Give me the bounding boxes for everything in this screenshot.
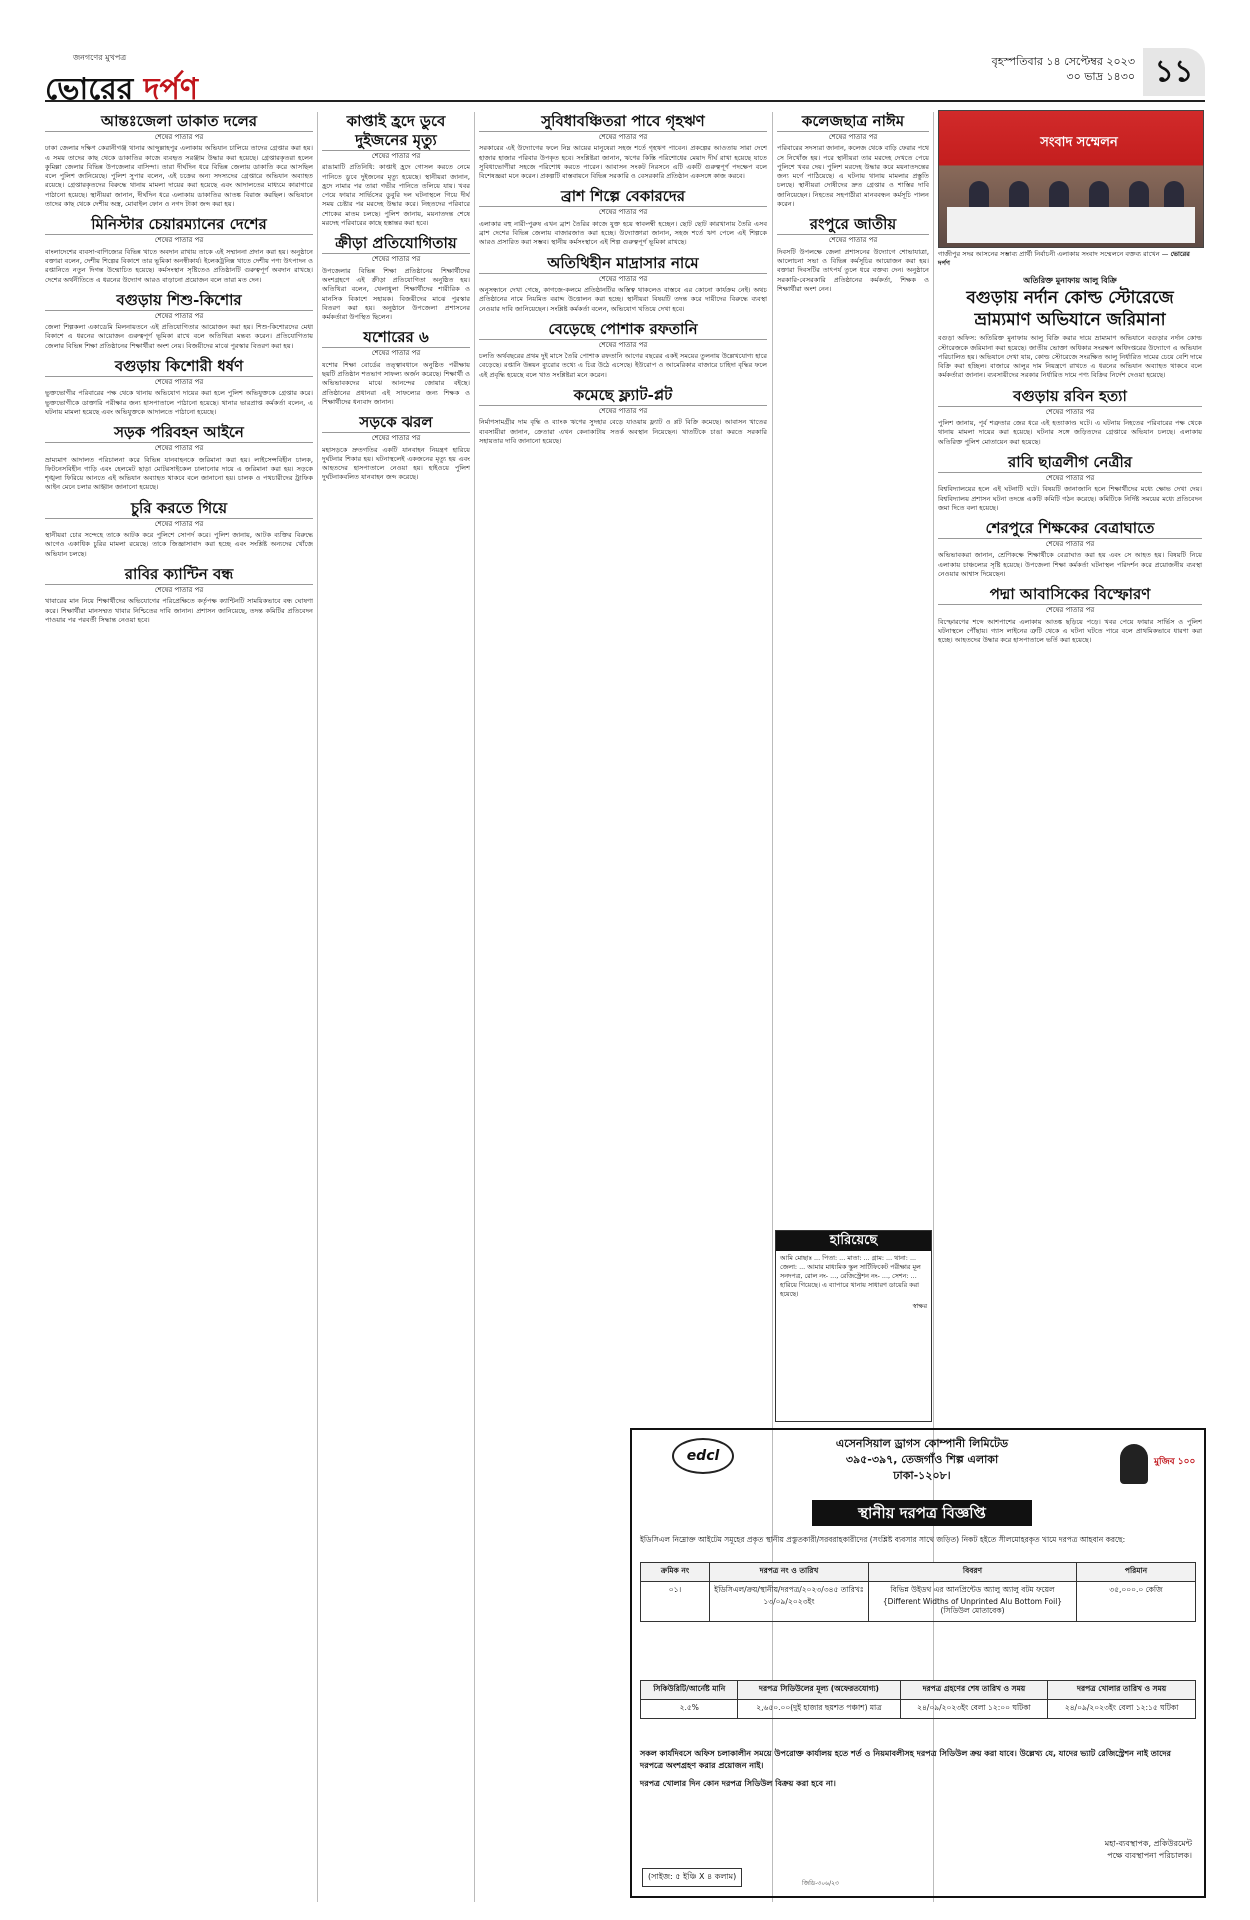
article-body: ভ্রাম্যমাণ আদালত পরিচালনা করে বিভিন্ন যানবাহনকে জরিমানা করা হয়। লাইসেন্সবিহীন চালক, ফিটনেসবিহীন গাড়ি এবং হেলমেট ছাড়া মোটরসাইকেল চালানোর দায়ে এ জরিমানা করা হয়। সড়কে শৃঙ্খলা ফিরিয়ে আনতে এই অভিযান অব্যাহত থাকবে বলে জানানো হয়। চালক ও পথচারীদের ট্রাফিক আইন মেনে চলার আহ্বান জানানো হয়েছে।: [45, 455, 313, 492]
article-body: অভিভাবকরা জানান, শ্রেণিকক্ষে শিক্ষার্থীকে বেত্রাঘাত করা হয় এবং সে আহত হয়। বিষয়টি নিয়ে এলাকায় চাঞ্চল্যের সৃষ্টি হয়েছে। উপজেলা শিক্ষা কর্মকর্তা ঘটনাস্থল পরিদর্শন করে প্রয়োজনীয় ব্যবস্থা নেওয়ার আশ্বাস দিয়েছেন।: [938, 551, 1202, 579]
article-continuation: শেষের পাতার পর: [154, 585, 204, 594]
article-continuation: শেষের পাতার পর: [1045, 606, 1095, 615]
item-description-note: (সিডিউল মোতাবেক): [940, 1606, 1005, 1615]
press-conference-photo: [938, 110, 1204, 248]
article: [479, 386, 767, 446]
table-header: বিবরণ: [869, 1563, 1077, 1582]
article-continuation: শেষের পাতার পর: [598, 133, 648, 141]
tender-intro: ইডিসিএল নিম্নোক্ত আইটেম সমূহের প্রকৃত স্থানীয় প্রস্তুতকারী/সরবরাহকারীদের (সংশ্লিষ্ট ব্যবসার সাথে জড়িত) নিকট হইতে সীলমোহরকৃত খামে দরপত্র আহবান করছে:: [640, 1535, 1126, 1544]
logo-name: [45, 72, 198, 107]
article-continuation: শেষের পাতার পর: [598, 407, 648, 416]
photo-credit: ভোরের দর্পণ: [938, 250, 1190, 267]
article-headline[interactable]: কাপ্তাই হ্রদে ডুবে দুইজনের মৃত্যু: [322, 112, 470, 151]
portrait-mark: মুজিব ১০০: [1154, 1457, 1196, 1467]
article-body: পরিবারের সদস্যরা জানান, কলেজ থেকে বাড়ি ফেরার পথে সে নিখোঁজ হয়। পরে স্থানীয়রা তার মরদেহ দেখতে পেয়ে পুলিশে খবর দেয়। পুলিশ মরদেহ উদ্ধার করে ময়নাতদন্তের জন্য মর্গে পাঠিয়েছে। এ ঘটনায় থানায় মামলার প্রস্তুতি চলছে। স্থানীয়রা দোষীদের দ্রুত গ্রেপ্তার ও শাস্তির দাবি জানিয়েছেন। নিহতের সহপাঠীরা মানববন্ধন কর্মসূচি পালন করেন।: [777, 144, 929, 209]
table-header: পরিমান: [1077, 1563, 1196, 1582]
article-headline[interactable]: চুরি করতে গিয়ে: [45, 499, 313, 519]
signatory-subtitle: পক্ষে ব্যবস্থাপনা পরিচালক।: [1107, 1851, 1192, 1860]
article-body: যশোর শিক্ষা বোর্ডের তত্ত্বাবধানে অনুষ্ঠিত পরীক্ষায় ছয়টি প্রতিষ্ঠান শতভাগ সাফল্য অর্জন করেছে। শিক্ষার্থী ও অভিভাবকদের মাঝে আনন্দের জোয়ার বইছে। প্রতিষ্ঠানের প্রধানরা এই সাফল্যের জন্য শিক্ষক ও শিক্ষার্থীদের ধন্যবাদ জানান।: [322, 360, 470, 406]
article-body: স্থানীয়রা চোর সন্দেহে তাকে আটক করে পুলিশে সোপর্দ করে। পুলিশ জানায়, আটক ব্যক্তির বিরুদ্ধে আগেও একাধিক চুরির মামলা রয়েছে। তাকে জিজ্ঞাসাবাদ করা হচ্ছে এবং সংশ্লিষ্ট অন্যদের খোঁজে অভিযান চলছে।: [45, 531, 313, 558]
table-header: দরপত্র খোলার তারিখ ও সময়: [1048, 1681, 1196, 1700]
lead-headline[interactable]: বগুড়ায় নর্দান কোল্ড স্টোরেজে ভ্রাম্যমাণ অভিযানে জরিমানা: [966, 288, 1174, 331]
article: [45, 357, 313, 417]
article-headline[interactable]: অতিথিহীন মাদ্রাসার নামে: [479, 254, 767, 274]
tender-address-line1: ৩৯৫-৩৯৭, তেজগাঁও শিল্প এলাকা: [845, 1453, 999, 1466]
masthead: [45, 48, 1205, 107]
tender-title: স্থানীয় দরপত্র বিজ্ঞপ্তি: [812, 1500, 1032, 1526]
ad-size: (সাইজ: ৫ ইঞ্চি X ৪ কলাম): [642, 1868, 742, 1887]
table-header-row: [641, 1563, 1196, 1582]
newspaper-logo: [45, 52, 198, 116]
article-body: মহাসড়কে দ্রুতগতির একটি যানবাহন নিয়ন্ত্রণ হারিয়ে দুর্ঘটনার শিকার হয়। ঘটনাস্থলেই একজনের মৃত্যু হয় এবং আহতদের হাসপাতালে নেওয়া হয়। হাইওয়ে পুলিশ দুর্ঘটনাকবলিত যানবাহন জব্দ করেছে।: [322, 445, 470, 482]
tender-note: সকল কার্যদিবসে অফিস চলাকালীন সময়ে উপরোক্ত কার্যালয় হতে শর্ত ও নিয়মাবলীসহ দরপত্র সিডিউল ক্রয় করা যাবে। উল্লেখ্য যে, যাদের ভ্যাট রেজিস্ট্রেশন নাই তাদের দরপত্রে অংশগ্রহণ করার প্রয়োজন নাই।: [640, 1749, 1171, 1770]
issue-date: [992, 54, 1135, 84]
article: [45, 215, 313, 284]
article-headline[interactable]: কলেজছাত্র নাঈম: [777, 112, 929, 132]
table-cell: ২৪/০৯/২০২৩ইং বেলা ১২:১৫ ঘটিকা: [1048, 1700, 1196, 1719]
article-headline[interactable]: পদ্মা আবাসিকের বিস্ফোরণ: [938, 585, 1202, 605]
article-headline[interactable]: শেরপুরে শিক্ষকের বেত্রাঘাতে: [938, 519, 1202, 539]
edcl-logo: edcl: [672, 1438, 734, 1474]
photo-banner-text: সংবাদ সম্মেলন: [1040, 135, 1118, 150]
photo-caption: গাজীপুর সদর আসনের সম্ভাব্য প্রার্থী নির্বাচনী এলাকায় সংবাদ সম্মেলনে বক্তব্য রাখেন — ভোরের দর্পণ: [938, 250, 1190, 267]
article-body: চলতি অর্থবছরের প্রথম দুই মাসে তৈরি পোশাক রফতানি আগের বছরের একই সময়ের তুলনায় উল্লেখযোগ্য হারে বেড়েছে। রপ্তানি উন্নয়ন ব্যুরোর তথ্যে এ চিত্র উঠে এসেছে। ইউরোপ ও আমেরিকার বাজারে চাহিদা বৃদ্ধির ফলে এই প্রবৃদ্ধি হয়েছে বলে খাত সংশ্লিষ্টরা মনে করেন।: [479, 352, 767, 379]
article-body: ভুক্তভোগীর পরিবারের পক্ষ থেকে থানায় অভিযোগ দায়ের করা হলে পুলিশ অভিযুক্তকে গ্রেপ্তার করে। ভুক্তভোগীকে ডাক্তারি পরীক্ষার জন্য হাসপাতালে পাঠানো হয়েছে। থানার ভারপ্রাপ্ত কর্মকর্তা বলেন, এ ঘটনায় মামলা হয়েছে এবং অভিযুক্তকে আদালতে পাঠানো হয়েছে।: [45, 389, 313, 416]
article-continuation: শেষের পাতার পর: [371, 434, 421, 443]
article-continuation: শেষের পাতার পর: [371, 349, 421, 358]
article-body: দিবসটি উপলক্ষে জেলা প্রশাসনের উদ্যোগে শোভাযাত্রা, আলোচনা সভা ও বিভিন্ন কর্মসূচির আয়োজন করা হয়। বক্তারা দিবসটির তাৎপর্য তুলে ধরে বক্তব্য দেন। অনুষ্ঠানে সরকারি-বেসরকারি প্রতিষ্ঠানের কর্মকর্তা, শিক্ষক ও শিক্ষার্থীরা অংশ নেন।: [777, 247, 929, 293]
article-body: জেলা শিল্পকলা একাডেমি মিলনায়তনে এই প্রতিযোগিতার আয়োজন করা হয়। শিশু-কিশোরদের মেধা বিকাশে এ ধরনের আয়োজন গুরুত্বপূর্ণ ভূমিকা রাখে বলে অতিথিরা মন্তব্য করেন। প্রতিযোগিতায় জেলার বিভিন্ন শিক্ষা প্রতিষ্ঠানের শিক্ষার্থীরা অংশ নেয়। বিজয়ীদের মাঝে পুরস্কার বিতরণ করা হয়।: [45, 323, 313, 350]
column-divider: [474, 112, 475, 1902]
logo-name-part1: ভোরের: [45, 72, 144, 107]
article-headline[interactable]: বেড়েছে পোশাক রফতানি: [479, 320, 767, 340]
column-2: [322, 112, 470, 1902]
article-continuation: শেষের পাতার পর: [154, 378, 204, 387]
logo-name-part2: দর্পণ: [143, 72, 198, 107]
signatory-title: মহা-ব্যবস্থাপক, প্রকিউরমেন্ট: [1104, 1839, 1192, 1848]
article: [322, 234, 470, 322]
article-continuation: শেষের পাতার পর: [598, 208, 648, 217]
tender-notice: [630, 1428, 1206, 1898]
article-headline[interactable]: রংপুরে জাতীয়: [777, 215, 929, 235]
article: [322, 413, 470, 482]
table-header: সিকিউরিটি/আর্নেষ্ট মানি: [641, 1681, 738, 1700]
date-gregorian: বৃহস্পতিবার ১৪ সেপ্টেম্বর ২০২৩: [991, 55, 1135, 68]
article-continuation: শেষের পাতার পর: [1045, 473, 1095, 482]
item-description: বিভিন্ন উইডথ এর আনপ্রিন্টেড অ্যালু অ্যালু বটম ফয়েল: [890, 1585, 1055, 1594]
lead-body: বগুড়া অফিস: অতিরিক্ত মুনাফায় আলু বিক্রি করার দায়ে ভ্রাম্যমাণ অভিযানে বগুড়ার নর্দান কোল্ড স্টোরেজকে জরিমানা করা হয়েছে। জাতীয় ভোক্তা অধিকার সংরক্ষণ অধিদপ্তরের উদ্যোগে এ অভিযান পরিচালিত হয়। অভিযানে দেখা যায়, কোল্ড স্টোরেজে সংরক্ষিত আলু নির্ধারিত দামের চেয়ে বেশি দামে বিক্রি করা হচ্ছিল। বাজারে আলুর দাম নিয়ন্ত্রণে রাখতে এ ধরনের অভিযান অব্যাহত থাকবে বলে কর্মকর্তারা জানান। ব্যবসায়ীদের সরকার নির্ধারিত দামে পণ্য বিক্রির নির্দেশ দেওয়া হয়েছে।: [938, 334, 1202, 380]
article: [938, 585, 1202, 645]
tender-note: দরপত্র খোলার দিন কোন দরপত্র সিডিউল বিক্রয় করা হবে না।: [640, 1779, 836, 1788]
table-header-row: [641, 1681, 1196, 1700]
article-continuation: শেষের পাতার পর: [371, 255, 421, 264]
tender-terms-table: [640, 1680, 1196, 1719]
lost-notice-body: আমি মোছাঃ ... পিতা: ... মাতা: ... গ্রাম: ... থানা: ... জেলা: ... আমার মাধ্যমিক স্কুল সার্টিফিকেট পরীক্ষার মূল সনদপত্র, রোল নং- ..., রেজিস্ট্রেশন নং- ..., সেশন: ... হারিয়ে গিয়েছে। এ ব্যাপারে থানায় সাধারণ ডায়েরি করা হয়েছে।: [780, 1254, 921, 1298]
table-cell: ২.৫%: [641, 1700, 738, 1719]
article: [322, 328, 470, 407]
article-body: নির্মাণসামগ্রীর দাম বৃদ্ধি ও ব্যাংক ঋণের সুদহার বেড়ে যাওয়ায় ফ্ল্যাট ও প্লট বিক্রি কমেছে। আবাসন খাতের ব্যবসায়ীরা জানান, ক্রেতারা এখন কেনাকাটায় সতর্ক অবস্থান নিয়েছেন। খাতটিকে চাঙা করতে সরকারি সহায়তার দাবি জানানো হয়েছে।: [479, 418, 767, 445]
tender-company-name: এসেনসিয়াল ড্রাগস কোম্পানী লিমিটেড: [835, 1437, 1009, 1450]
article-headline[interactable]: আন্তঃজেলা ডাকাত দলের: [45, 112, 313, 132]
table-cell: ০১।: [641, 1582, 710, 1622]
table-cell-description: [869, 1582, 1077, 1622]
article: [938, 519, 1202, 579]
article: [777, 112, 929, 209]
article-body: খাবারের মান নিয়ে শিক্ষার্থীদের অভিযোগের পরিপ্রেক্ষিতে কর্তৃপক্ষ ক্যান্টিনটি সাময়িকভাবে বন্ধ ঘোষণা করে। শিক্ষার্থীরা মানসম্মত খাবার নিশ্চিতের দাবি জানান। প্রশাসন জানিয়েছে, তদন্ত কমিটির প্রতিবেদন পাওয়ার পর পরবর্তী সিদ্ধান্ত নেওয়া হবে।: [45, 597, 313, 624]
article-headline[interactable]: ব্রাশ শিল্পে বেকারদের: [479, 187, 767, 207]
article: [45, 499, 313, 559]
table-header: দরপত্র গ্রহণের শেষ তারিখ ও সময়: [900, 1681, 1048, 1700]
article-continuation: শেষের পাতার পর: [154, 519, 204, 528]
page-number: ১১: [1143, 48, 1205, 96]
column-divider: [317, 112, 318, 1902]
article-continuation: শেষের পাতার পর: [154, 444, 204, 453]
article-continuation: শেষের পাতার পর: [598, 340, 648, 349]
article-headline[interactable]: ক্রীড়া প্রতিযোগিতায়: [322, 234, 470, 254]
table-cell: ইডিসিএল/ক্রয়/স্থানীয়/দরপত্র/২০২৩/৩৪৫ তারিখঃ ১৩/০৯/২০২৩ইং: [710, 1582, 869, 1622]
logo-tagline: জনগণের মুখপত্র: [73, 53, 127, 62]
tender-items-table: [640, 1562, 1196, 1622]
table-cell: ২৪/০৯/২০২৩ইং বেলা ১২:০০ ঘটিকা: [900, 1700, 1048, 1719]
article-headline[interactable]: বগুড়ায় শিশু-কিশোর: [45, 291, 313, 311]
article-body: বিস্ফোরণের শব্দে আশপাশের এলাকায় আতঙ্ক ছড়িয়ে পড়ে। খবর পেয়ে ফায়ার সার্ভিস ও পুলিশ ঘটনাস্থলে পৌঁছায়। গ্যাস লাইনের ত্রুটি থেকে এ ঘটনা ঘটতে পারে বলে প্রাথমিকভাবে ধারণা করা হচ্ছে। আহতদের উদ্ধার করে হাসপাতালে ভর্তি করা হয়েছে।: [938, 617, 1202, 645]
article-headline[interactable]: যশোরের ৬: [322, 328, 470, 348]
article-headline[interactable]: বগুড়ায় কিশোরী ধর্ষণ: [45, 357, 313, 377]
article: [322, 112, 470, 228]
table-cell: ২,৬৫০.০০(দুই হাজার ছয়শত পঞ্চাশ) মাত্র: [738, 1700, 900, 1719]
tender-company-block: [762, 1436, 1082, 1484]
table-row: [641, 1582, 1196, 1622]
article: [45, 291, 313, 351]
article-body: সরকারের এই উদ্যোগের ফলে নিম্ন আয়ের মানুষেরা সহজ শর্তে গৃহঋণ পাবেন। প্রকল্পের আওতায় সারা দেশে হাজার হাজার পরিবার উপকৃত হবে। সংশ্লিষ্টরা জানান, ঋণের কিস্তি পরিশোধের মেয়াদ দীর্ঘ রাখা হয়েছে যাতে সুবিধাভোগীরা সহজে পরিশোধ করতে পারেন। আবাসন সংকট নিরসনে এটি একটি গুরুত্বপূর্ণ পদক্ষেপ বলে বিশেষজ্ঞরা মনে করেন। প্রকল্পটি বাস্তবায়নে বিভিন্ন সরকারি ও বেসরকারি প্রতিষ্ঠান একসঙ্গে কাজ করবে।: [479, 144, 767, 181]
item-description-en: {Different Widths of Unprinted Alu Bottom Foil}: [882, 1597, 1063, 1606]
article: [777, 215, 929, 294]
lost-notice-title: হারিয়েছে: [776, 1231, 931, 1251]
tender-notes: [640, 1748, 1196, 1796]
tender-signatory: [1105, 1838, 1192, 1862]
lead-kicker: অতিরিক্ত মুনাফায় আলু বিক্রি: [1023, 276, 1117, 285]
table-header: দরপত্র নং ও তারিখ: [710, 1563, 869, 1582]
article: [479, 112, 767, 181]
date-bengali: ৩০ ভাদ্র ১৪৩০: [1066, 70, 1135, 83]
article-headline[interactable]: কমেছে ফ্ল্যাট-প্লট: [479, 386, 767, 406]
photo-caption-text: গাজীপুর সদর আসনের সম্ভাব্য প্রার্থী নির্বাচনী এলাকায় সংবাদ সম্মেলনে বক্তব্য রাখেন: [938, 250, 1160, 258]
article-body: এলাকার বহু নারী-পুরুষ এখন ব্রাশ তৈরির কাজে যুক্ত হয়ে স্বাবলম্বী হচ্ছেন। ছোট ছোট কারখানায় তৈরি এসব ব্রাশ দেশের বিভিন্ন জেলায় বাজারজাত করা হচ্ছে। উদ্যোক্তারা জানান, সহজ শর্তে ঋণ পেলে এই শিল্পকে আরও প্রসারিত করা সম্ভব। স্থানীয় কর্মসংস্থানে এই শিল্প গুরুত্বপূর্ণ ভূমিকা রাখছে।: [479, 219, 767, 247]
article-body: পুলিশ জানায়, পূর্ব শত্রুতার জের ধরে এই হত্যাকাণ্ড ঘটে। এ ঘটনায় নিহতের পরিবারের পক্ষ থেকে থানায় মামলা দায়ের করা হয়েছে। ঘটনার সঙ্গে জড়িতদের গ্রেপ্তারে অভিযান চলছে। এলাকায় অতিরিক্ত পুলিশ মোতায়েন করা হয়েছে।: [938, 419, 1202, 446]
article-body: উপজেলার বিভিন্ন শিক্ষা প্রতিষ্ঠানের শিক্ষার্থীদের অংশগ্রহণে এই ক্রীড়া প্রতিযোগিতা অনুষ্ঠিত হয়। অতিথিরা বলেন, খেলাধুলা শিক্ষার্থীদের শারীরিক ও মানসিক বিকাশে সহায়ক। বিজয়ীদের মাঝে পুরস্কার বিতরণ করা হয়। অনুষ্ঠানে উপজেলা প্রশাসনের কর্মকর্তারা উপস্থিত ছিলেন।: [322, 266, 470, 322]
column-1: [45, 112, 313, 1902]
portrait-logo: [1116, 1440, 1196, 1490]
article-continuation: শেষের পাতার পর: [154, 236, 204, 245]
article-headline[interactable]: রাবির ক্যান্টিন বন্ধ: [45, 565, 313, 585]
article-headline[interactable]: সড়কে ঝরল: [322, 413, 470, 433]
article: [938, 453, 1202, 513]
ad-code: জিডি-৩০৬/২৩: [802, 1880, 839, 1887]
article-body: রাঙামাটি প্রতিনিধি: কাপ্তাই হ্রদে গোসল করতে নেমে পানিতে ডুবে দুইজনের মৃত্যু হয়েছে। স্থানীয়রা জানান, হ্রদে নামার পর তারা গভীর পানিতে তলিয়ে যায়। খবর পেয়ে ফায়ার সার্ভিসের ডুবুরি দল ঘটনাস্থলে গিয়ে দীর্ঘ সময় চেষ্টার পর মরদেহ উদ্ধার করে। নিহতদের পরিবারে শোকের মাতম চলছে। পুলিশ জানায়, ময়নাতদন্ত শেষে মরদেহ পরিবারের কাছে হস্তান্তর করা হবে।: [322, 163, 470, 228]
article-body: ঢাকা জেলার দক্ষিণ কেরানীগঞ্জ থানার আব্দুল্লাহপুর এলাকায় অভিযান চালিয়ে তাদের গ্রেপ্তার করা হয়। এ সময় তাদের কাছ থেকে ডাকাতির কাজে ব্যবহৃত সরঞ্জাম উদ্ধার করা হয়েছে। গ্রেপ্তারকৃতরা হলেন কুমিল্লা জেলার বিভিন্ন উপজেলার বাসিন্দা। তারা দীর্ঘদিন ধরে বিভিন্ন জেলায় ডাকাতি করে আসছিল বলে পুলিশ জানিয়েছে। পুলিশ সুপার বলেন, এই চক্রের অন্য সদস্যদের গ্রেপ্তারে অভিযান অব্যাহত রয়েছে। গ্রেপ্তারকৃতদের বিরুদ্ধে থানায় মামলা দায়ের করা হয়েছে এবং আদালতের মাধ্যমে কারাগারে পাঠানো হয়েছে। স্থানীয়রা জানান, দীর্ঘদিন ধরে এলাকায় ডাকাতির আতঙ্ক বিরাজ করছিল। অভিযানে তাদের কাছ থেকে দেশীয় অস্ত্র, মোবাইল ফোন ও নগদ টাকা জব্দ করা হয়।: [45, 144, 313, 209]
article-body: বিশ্ববিদ্যালয়ের হলে এই ঘটনাটি ঘটে। বিষয়টি জানাজানি হলে শিক্ষার্থীদের মধ্যে ক্ষোভ দেখা দেয়। বিশ্ববিদ্যালয় প্রশাসন ঘটনা তদন্তে একটি কমিটি গঠন করেছে। কমিটিকে নির্দিষ্ট সময়ের মধ্যে প্রতিবেদন জমা দিতে বলা হয়েছে।: [938, 485, 1202, 512]
article: [45, 112, 313, 209]
article: [479, 187, 767, 247]
article-headline[interactable]: সুবিধাবঞ্চিতরা পাবে গৃহঋণ: [479, 112, 767, 132]
lost-notice-signature: স্বাক্ষর: [912, 1302, 927, 1310]
article: [938, 387, 1202, 447]
article-body: বাংলাদেশের ব্যবসা-বাণিজ্যের বিভিন্ন খাতে অবদান রাখায় তাকে এই সম্মাননা প্রদান করা হয়। অনুষ্ঠানে বক্তারা বলেন, দেশীয় শিল্পের বিকাশে তার ভূমিকা অনস্বীকার্য। ইলেকট্রনিক্স খাতে দেশীয় পণ্য উৎপাদন ও রপ্তানিতে নতুন দিগন্ত উন্মোচিত হয়েছে। কর্মসংস্থান সৃষ্টিতেও প্রতিষ্ঠানটি গুরুত্বপূর্ণ অবদান রাখছে। দেশের অর্থনীতিতে এ ধরনের উদ্যোগ আরও বাড়ানো প্রয়োজন বলে তারা মত দেন।: [45, 247, 313, 284]
article-continuation: শেষের পাতার পর: [154, 311, 204, 320]
conference-table: [947, 207, 1195, 243]
article-continuation: শেষের পাতার পর: [598, 274, 648, 283]
lost-notice: [775, 1230, 932, 1422]
column-3: [479, 112, 767, 1422]
table-header: ক্রমিক নং: [641, 1563, 710, 1582]
article-headline[interactable]: রাবি ছাত্রলীগ নেত্রীর: [938, 453, 1202, 473]
article-continuation: শেষের পাতার পর: [1045, 540, 1095, 549]
article-headline[interactable]: সড়ক পরিবহন আইনে: [45, 423, 313, 443]
article-continuation: শেষের পাতার পর: [828, 133, 878, 141]
right-column: [938, 276, 1202, 652]
article-headline[interactable]: মিনিস্টার চেয়ারম্যানের দেশের: [45, 215, 313, 235]
table-row: [641, 1700, 1196, 1719]
article: [479, 320, 767, 380]
table-header: দরপত্র সিডিউলের মূল্য (অফেরতযোগ্য): [738, 1681, 900, 1700]
table-cell: ৩৫,০০০.০ কেজি: [1077, 1582, 1196, 1622]
article-continuation: শেষের পাতার পর: [1045, 407, 1095, 416]
article: [45, 565, 313, 625]
article-continuation: শেষের পাতার পর: [828, 236, 878, 245]
article-continuation: শেষের পাতার পর: [154, 133, 204, 141]
article: [45, 423, 313, 492]
article-continuation: শেষের পাতার পর: [371, 152, 421, 160]
tender-address-line2: ঢাকা-১২০৮।: [893, 1469, 951, 1482]
article-headline[interactable]: বগুড়ায় রবিন হত্যা: [938, 387, 1202, 407]
portrait-icon: [1120, 1444, 1148, 1484]
article-body: অনুসন্ধানে দেখা গেছে, কাগজে-কলমে প্রতিষ্ঠানটির অস্তিত্ব থাকলেও বাস্তবে এর কোনো কার্যক্রম নেই। অথচ প্রতিষ্ঠানের নামে নিয়মিত বরাদ্দ উত্তোলন করা হচ্ছে। স্থানীয়রা বিষয়টি তদন্ত করে দায়ীদের বিরুদ্ধে ব্যবস্থা নেওয়ার দাবি জানিয়েছেন। সংশ্লিষ্ট কর্মকর্তা বলেন, অভিযোগ খতিয়ে দেখা হবে।: [479, 285, 767, 313]
column-4: [777, 112, 929, 1222]
article: [479, 254, 767, 314]
